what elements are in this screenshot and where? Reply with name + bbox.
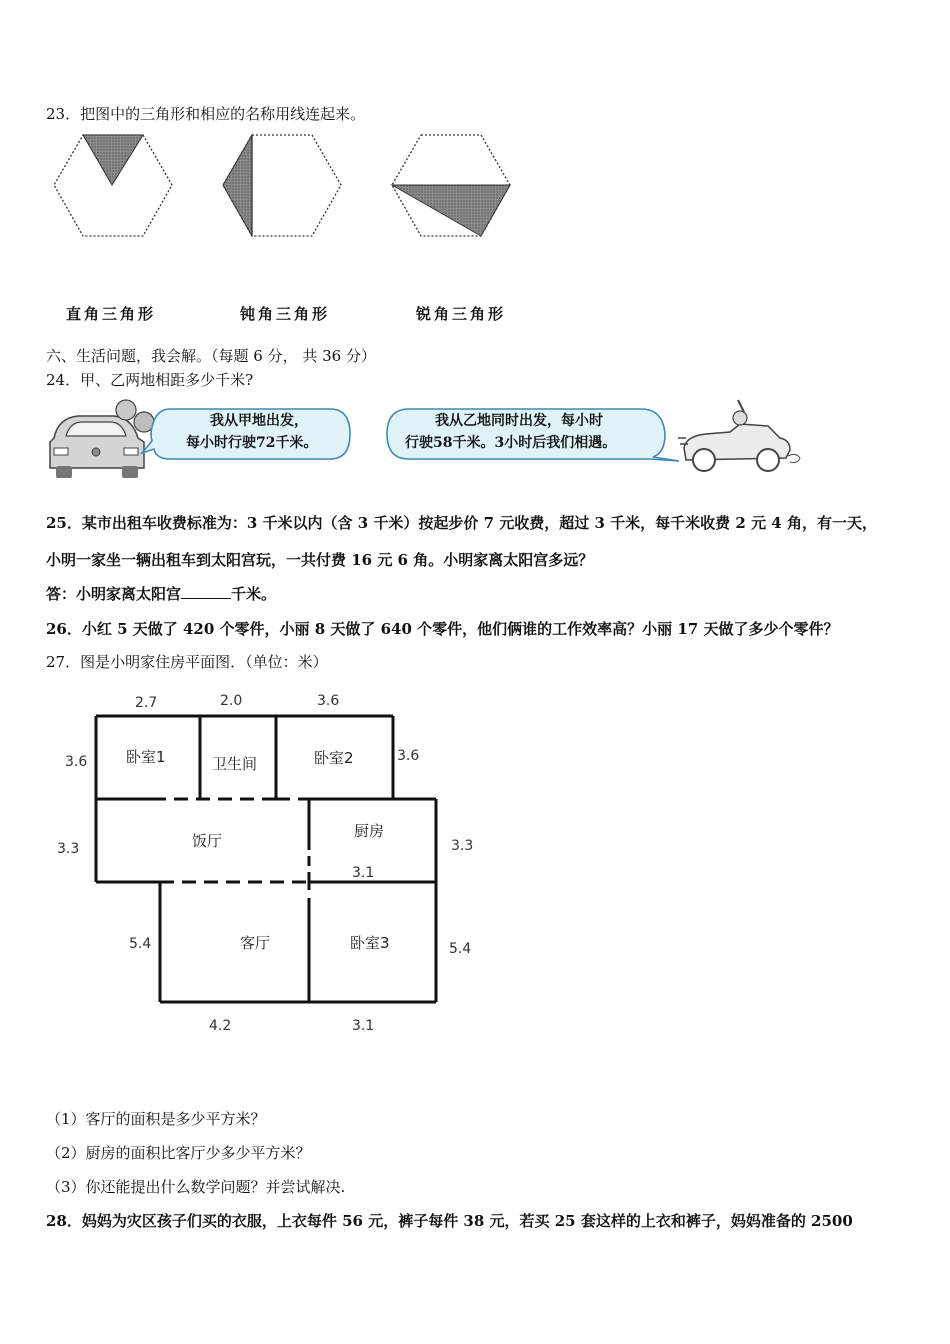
q25-line-2: 小明一家坐一辆出租车到太阳宫玩，一共付费 16 元 6 角。小明家离太阳宫多远？ bbox=[46, 551, 594, 569]
bubble-left-line-2: 每小时行驶72千米。 bbox=[186, 435, 318, 451]
q25-answer-prefix: 答：小明家离太阳宫 bbox=[46, 585, 182, 603]
room-bedroom1: 卧室1 bbox=[126, 748, 166, 766]
q25-answer-suffix: 千米。 bbox=[231, 585, 277, 603]
dim-top-3: 3.6 bbox=[317, 693, 340, 709]
room-bathroom: 卫生间 bbox=[212, 755, 258, 773]
label-acute-triangle: 锐角三角形 bbox=[416, 305, 507, 323]
bubble-right-text bbox=[405, 410, 616, 454]
dim-left-3: 5.4 bbox=[129, 936, 152, 952]
floor-plan bbox=[40, 680, 500, 1040]
dim-bottom-2: 3.1 bbox=[352, 1018, 375, 1034]
hexagon-1 bbox=[54, 135, 172, 236]
room-bedroom2: 卧室2 bbox=[314, 749, 354, 767]
label-right-triangle: 直角三角形 bbox=[66, 305, 157, 323]
hexagon-2 bbox=[223, 135, 341, 236]
dim-right-2: 3.3 bbox=[451, 838, 474, 854]
q25-line-1: 25．某市出租车收费标准为：3 千米以内（含 3 千米）按起步价 7 元收费，超过 3 千米，每千米收费 2 元 4 角，有一天， bbox=[46, 514, 877, 532]
q25-answer-blank[interactable] bbox=[181, 586, 231, 599]
hexagon-3 bbox=[392, 135, 510, 236]
q27-sub-1: （1）客厅的面积是多少平方米？ bbox=[46, 1110, 266, 1128]
q28-text: 28．妈妈为灾区孩子们买的衣服，上衣每件 56 元，裤子每件 38 元，若买 25 套这样的上衣和裤子，妈妈准备的 2500 bbox=[46, 1212, 853, 1230]
bubble-left-text bbox=[186, 410, 317, 454]
label-obtuse-triangle: 钝角三角形 bbox=[240, 305, 331, 323]
dim-left-1: 3.6 bbox=[65, 754, 88, 770]
q27-sub-3: （3）你还能提出什么数学问题？并尝试解决. bbox=[46, 1178, 346, 1196]
q25-answer bbox=[46, 583, 276, 604]
q24-title: 24．甲、乙两地相距多少千米? bbox=[46, 371, 254, 389]
q27-sub-2: （2）厨房的面积比客厅少多少平方米？ bbox=[46, 1144, 311, 1162]
dim-kitchen-bottom: 3.1 bbox=[352, 865, 375, 881]
room-living: 客厅 bbox=[240, 934, 271, 952]
q23-hexagons bbox=[40, 125, 530, 250]
room-dining: 饭厅 bbox=[192, 832, 223, 850]
room-bedroom3: 卧室3 bbox=[350, 934, 390, 952]
section6-title: 六、生活问题，我会解。（每题 6 分， 共 36 分） bbox=[46, 347, 376, 365]
q27-title: 27．图是小明家住房平面图．（单位：米） bbox=[46, 653, 328, 671]
q26-text: 26．小红 5 天做了 420 个零件，小丽 8 天做了 640 个零件，他们俩谁的工作效率高？小丽 17 天做了多少个零件？ bbox=[46, 620, 839, 638]
room-kitchen: 厨房 bbox=[354, 822, 385, 840]
q23-title: 23．把图中的三角形和相应的名称用线连起来。 bbox=[46, 105, 366, 123]
bubble-left-line-1: 我从甲地出发， bbox=[210, 413, 308, 429]
convertible-car-icon bbox=[676, 398, 804, 478]
bubble-right-line-2: 行驶58千米。3小时后我们相遇。 bbox=[405, 435, 617, 451]
dim-top-1: 2.7 bbox=[135, 695, 158, 711]
dim-right-3: 5.4 bbox=[449, 941, 472, 957]
dim-top-2: 2.0 bbox=[220, 693, 243, 709]
dim-bottom-1: 4.2 bbox=[209, 1018, 232, 1034]
dim-left-2: 3.3 bbox=[57, 841, 80, 857]
dim-right-1: 3.6 bbox=[397, 748, 420, 764]
bubble-right-line-1: 我从乙地同时出发，每小时 bbox=[435, 413, 603, 429]
